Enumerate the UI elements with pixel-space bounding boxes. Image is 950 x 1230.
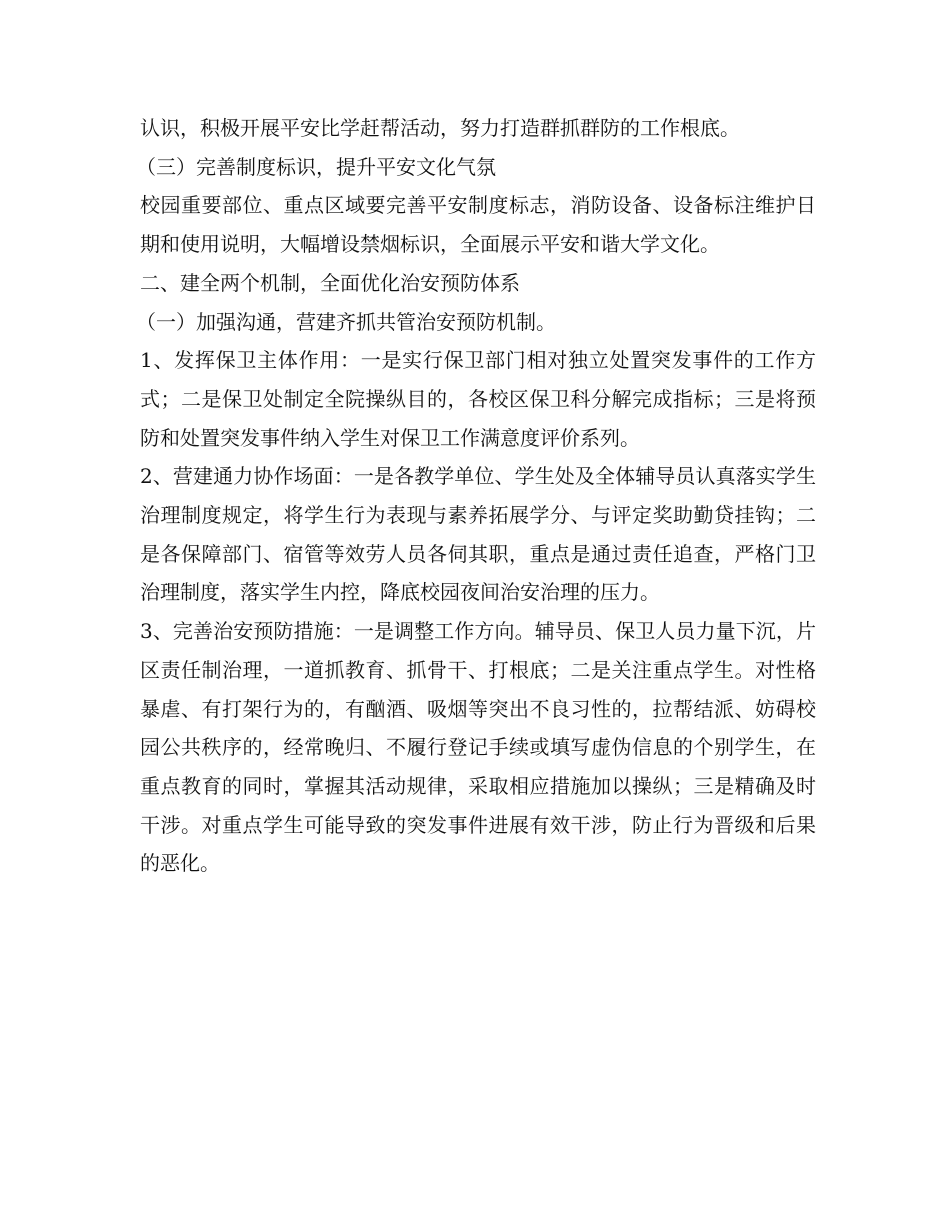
- section-heading-1: （一）加强沟通，营建齐抓共管治安预防机制。: [136, 309, 556, 334]
- document-body: [136, 109, 816, 883]
- paragraph-2: 校园重要部位、重点区域要完善平安制度标志，消防设备、设备标注维护日期和使用说明，大幅增设禁烟标识，全面展示平安和谐大学文化。: [140, 193, 816, 257]
- paragraph-item-1: 1、发挥保卫主体作用：一是实行保卫部门相对独立处置突发事件的工作方式；二是保卫处制定全院操纵目的，各校区保卫科分解完成指标；三是将预防和处置突发事件纳入学生对保卫工作满意度评价系列。: [140, 348, 816, 450]
- section-heading-3: （三）完善制度标识，提升平安文化气氛: [136, 154, 496, 179]
- chapter-heading-2: 二、建全两个机制，全面优化治安预防体系: [140, 270, 520, 295]
- paragraph-item-3: 3、完善治安预防措施：一是调整工作方向。辅导员、保卫人员力量下沉，片区责任制治理，一道抓教育、抓骨干、打根底；二是关注重点学生。对性格暴虐、有打架行为的，有酗酒、吸烟等突出不良习性的，拉帮结派、妨碍校园公共秩序的，经常晚归、不履行登记手续或填写虚伪信息的个别学生，在重点教育的同时，掌握其活动规律，采取相应措施加以操纵；三是精确及时干涉。对重点学生可能导致的突发事件进展有效干涉，防止行为晋级和后果的恶化。: [140, 619, 816, 876]
- paragraph-1: 认识，积极开展平安比学赶帮活动，努力打造群抓群防的工作根底。: [140, 116, 740, 140]
- paragraph-item-2: 2、营建通力协作场面：一是各教学单位、学生处及全体辅导员认真落实学生治理制度规定，将学生行为表现与素养拓展学分、与评定奖助勤贷挂钩；二是各保障部门、宿管等效劳人员各伺其职，重点是通过责任追查，严格门卫治理制度，落实学生内控，降底校园夜间治安治理的压力。: [140, 464, 816, 605]
